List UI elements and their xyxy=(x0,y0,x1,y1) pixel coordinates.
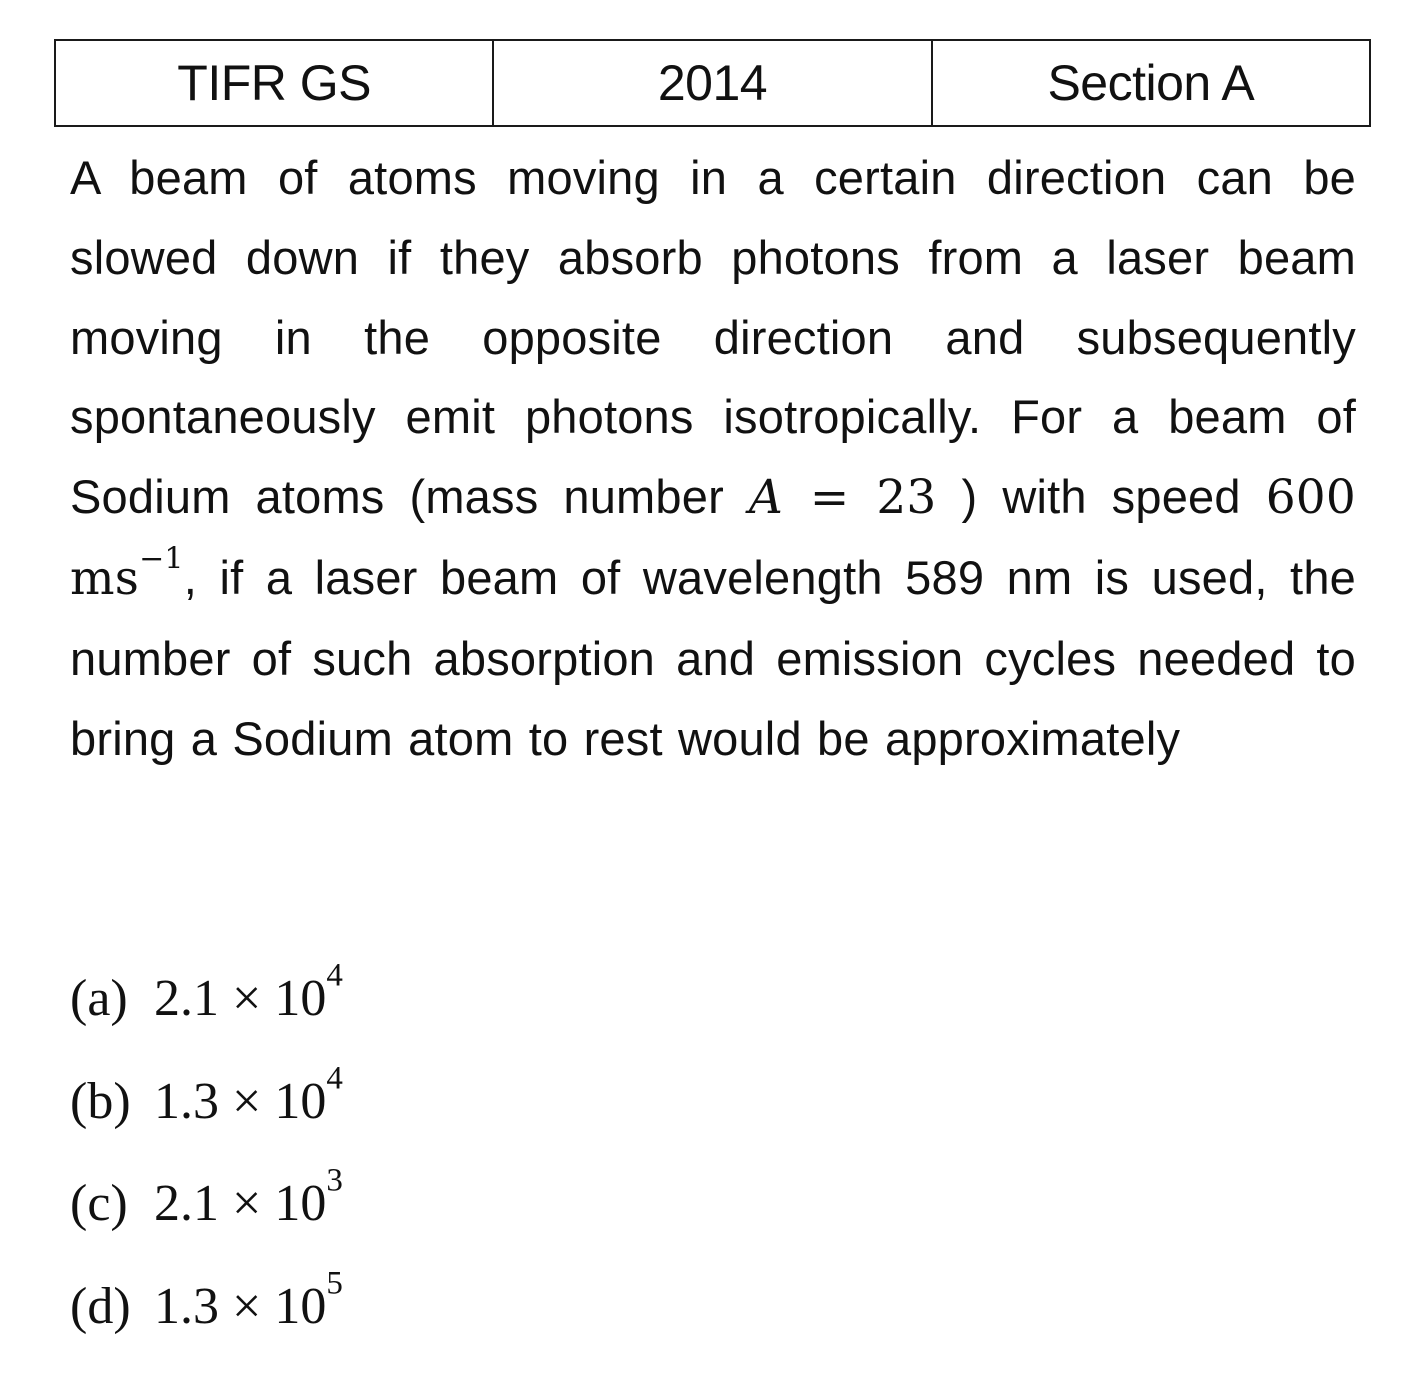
option-value xyxy=(154,1051,343,1154)
mass-number-equation xyxy=(749,470,937,525)
header-table xyxy=(54,39,1371,127)
mass-number-variable: A xyxy=(748,470,784,526)
header-year-cell: 2014 xyxy=(493,40,931,126)
option-value xyxy=(154,948,343,1051)
speed-value: 600 xyxy=(1265,470,1356,526)
option-mantissa: 2.1 × 10 xyxy=(154,1175,327,1232)
header-exam-cell: TIFR GS xyxy=(55,40,493,126)
option-value xyxy=(154,1153,343,1256)
option-label: (d) xyxy=(70,1277,131,1335)
option-exponent: 3 xyxy=(326,1162,343,1199)
header-section-cell: Section A xyxy=(932,40,1370,126)
option-mantissa: 2.1 × 10 xyxy=(154,970,327,1027)
option-value xyxy=(154,1256,343,1359)
option-label: (b) xyxy=(70,1072,131,1130)
question-text-part-3: , if a laser beam of wavelength 589 nm is used, the number of such absorption and emission cycles needed to bring a Sodium atom to rest would be approximately xyxy=(70,550,1356,765)
speed-unit: ms xyxy=(70,550,140,606)
option-exponent: 4 xyxy=(326,1059,343,1096)
answer-options xyxy=(70,948,343,1358)
option-exponent: 4 xyxy=(326,957,343,994)
question-text-part-1: A beam of atoms moving in a certain direction can be slowed down if they absorb photons from a laser beam moving in the opposite direction and subsequently spontaneously emit photons isotropically. For a beam of Sodium atoms (mass number xyxy=(70,151,1356,524)
option-mantissa: 1.3 × 10 xyxy=(154,1072,327,1130)
option-b[interactable] xyxy=(70,1051,343,1154)
option-c[interactable] xyxy=(70,1153,343,1256)
option-mantissa: 1.3 × 10 xyxy=(154,1277,327,1335)
question-text xyxy=(70,138,1356,778)
option-a[interactable] xyxy=(70,948,343,1051)
header-row xyxy=(55,40,1370,126)
speed-unit-exponent: −1 xyxy=(139,541,184,577)
option-d[interactable] xyxy=(70,1256,343,1359)
option-exponent: 5 xyxy=(326,1264,343,1301)
mass-number-value: = 23 xyxy=(783,470,937,526)
option-label: (a) xyxy=(70,970,128,1027)
option-label: (c) xyxy=(70,1175,128,1232)
question-text-part-2: ) with speed xyxy=(936,470,1266,524)
